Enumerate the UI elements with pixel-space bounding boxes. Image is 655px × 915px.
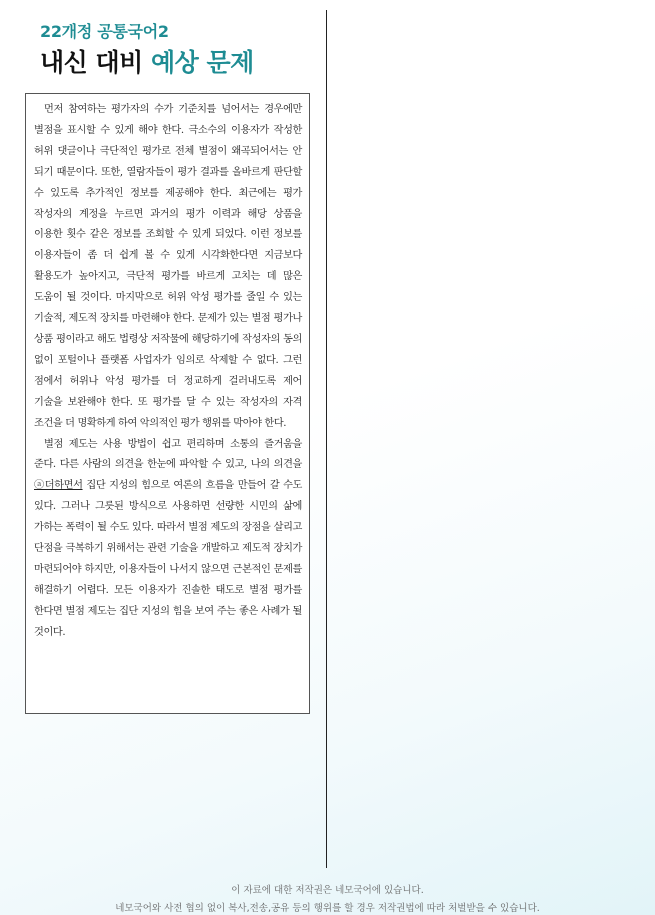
reading-passage-box <box>25 93 310 714</box>
subject-label: 22개정 공통국어2 <box>40 22 169 41</box>
column-divider <box>326 10 327 868</box>
paragraph-2-text-before: 별점 제도는 사용 방법이 쉽고 편리하며 소통의 즐거움을 준다. 다른 사람의 의견을 한눈에 파악할 수 있고, 나의 의견을 <box>34 438 302 471</box>
page-title <box>40 46 254 80</box>
title-part-teal: 예상 문제 <box>151 48 254 77</box>
title-part-black: 내신 대비 <box>40 48 152 77</box>
paragraph-2-text-after: 집단 지성의 힘으로 여론의 흐름을 만들어 갈 수도 있다. 그러나 그릇된 방식으로 사용하면 선량한 시민의 삶에 가하는 폭력이 될 수도 있다. 따라서 별점 제도의 장점을 살리고 단점을 극복하기 위해서는 관련 기술을 개발하고 제도적 장치가 마련되어야 하지만, 이용자들이 나서지 않으면 근본적인 문제를 해결하기 어렵다. 모든 이용자가 진솔한 태도로 별점 평가를 한다면 별점 제도는 집단 지성의 힘을 보여 주는 좋은 사례가 될 것이다. <box>34 480 302 638</box>
passage-paragraph-1: 먼저 참여하는 평가자의 수가 기준치를 넘어서는 경우에만 별점을 표시할 수 있게 해야 한다. 극소수의 이용자가 작성한 허위 댓글이나 극단적인 평가로 전체 별점이 왜곡되어서는 안 되기 때문이다. 또한, 열람자들이 평가 결과를 올바르게 판단할 수 있도록 추가적인 정보를 제공해야 한다. 최근에는 평가 작성자의 계정을 누르면 과거의 평가 이력과 해당 상품을 이용한 횟수 같은 정보를 조회할 수 있게 되었다. 이런 정보를 이용자들이 좀 더 쉽게 볼 수 있게 시각화한다면 지금보다 활용도가 높아지고, 극단적 평가를 바르게 고치는 데 많은 도움이 될 것이다. 마지막으로 허위 악성 평가를 줄일 수 있는 기술적, 제도적 장치를 마련해야 한다. 문제가 있는 별점 평가나 상품 평이라고 해도 법령상 저작물에 해당하기에 작성자의 동의 없이 포털이나 플랫폼 사업자가 임의로 삭제할 수 없다. 그런 점에서 허위나 악성 평가를 더 정교하게 걸러내도록 제어 기술을 보완해야 한다. 또 평가를 달 수 있는 작성자의 자격 조건을 더 명확하게 하여 악의적인 평가 행위를 막아야 한다. <box>34 104 302 429</box>
page-header <box>40 22 254 80</box>
copyright-notice: 이 자료에 대한 저작권은 네모국어에 있습니다. <box>231 885 424 896</box>
copyright-warning: 네모국어와 사전 협의 없이 복사,전송,공유 등의 행위를 할 경우 저작권법에 따라 처벌받을 수 있습니다. <box>115 903 540 914</box>
passage-paragraph-2 <box>34 435 302 644</box>
underlined-word-a: ⓐ더하면서 <box>34 480 83 492</box>
